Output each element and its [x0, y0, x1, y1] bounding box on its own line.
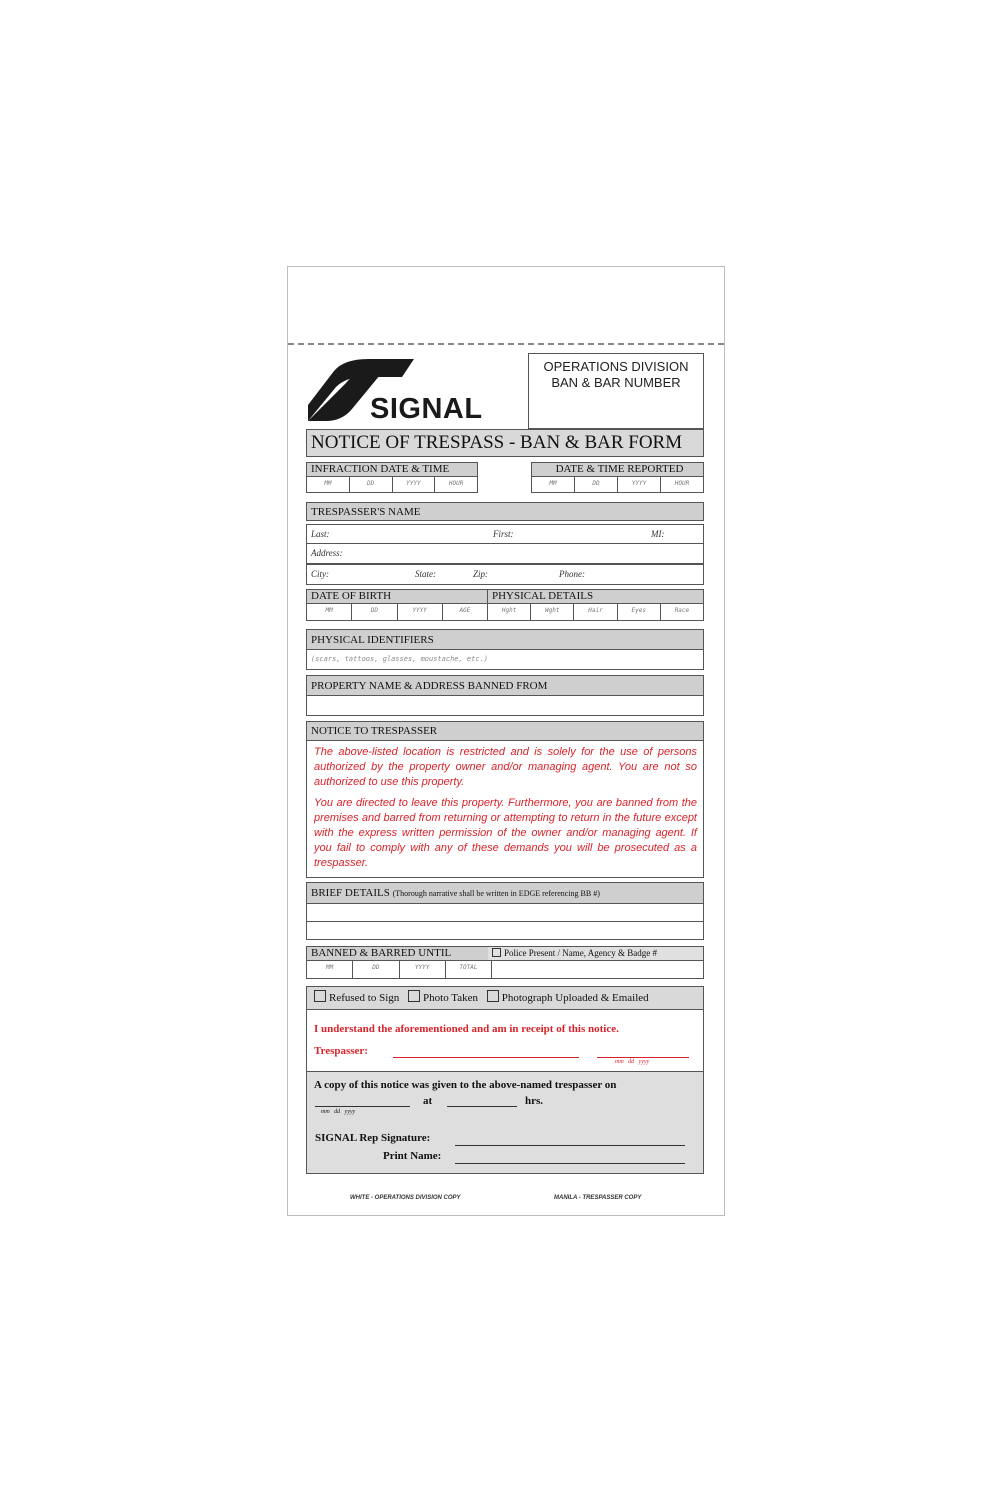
- notice-box: [306, 741, 704, 878]
- rep-signature-line[interactable]: [455, 1145, 685, 1146]
- trespasser-date-hint: mm dd yyyy: [615, 1059, 650, 1065]
- zip-label: Zip:: [473, 569, 489, 579]
- reported-hour-field[interactable]: HOUR: [674, 480, 690, 487]
- police-present-label: Police Present / Name, Agency & Badge #: [504, 948, 657, 958]
- perforation-line: [288, 343, 724, 345]
- city-row[interactable]: [306, 564, 704, 585]
- weight-field[interactable]: Wght: [531, 604, 574, 620]
- address-label: Address:: [311, 548, 343, 558]
- receipt-statement: I understand the aforementioned and am in receipt of this notice.: [314, 1023, 619, 1035]
- copy-given-statement: A copy of this notice was given to the above-named trespasser on: [314, 1079, 617, 1091]
- physical-identifiers-field[interactable]: (scars, tattoos, glasses, moustache, etc.): [306, 650, 704, 670]
- city-label: City:: [311, 569, 329, 579]
- refused-to-sign-option[interactable]: [314, 992, 399, 1004]
- trespasser-signature-line[interactable]: [393, 1057, 579, 1058]
- refused-to-sign-label: Refused to Sign: [329, 992, 400, 1004]
- police-present-checkbox[interactable]: [492, 948, 501, 957]
- mi-label: MI:: [651, 529, 665, 539]
- brief-details-field-1[interactable]: [306, 904, 704, 922]
- name-row[interactable]: [306, 524, 704, 544]
- dob-section: [306, 589, 488, 621]
- photo-uploaded-checkbox[interactable]: [487, 990, 499, 1002]
- height-field[interactable]: Hght: [488, 604, 531, 620]
- state-label: State:: [415, 569, 436, 579]
- copy-time-line[interactable]: [447, 1106, 517, 1107]
- notice-label: NOTICE TO TRESPASSER: [306, 721, 704, 741]
- trespasser-date-line[interactable]: [597, 1057, 689, 1058]
- hair-field[interactable]: Hair: [574, 604, 617, 620]
- copy-date-line[interactable]: [315, 1106, 410, 1107]
- trespass-form: [287, 266, 725, 1216]
- banned-yyyy-field[interactable]: YYYY: [400, 961, 446, 978]
- photo-taken-label: Photo Taken: [423, 992, 478, 1004]
- first-name-label: First:: [493, 529, 514, 539]
- reported-dd-field[interactable]: DD: [575, 477, 618, 492]
- race-field[interactable]: Race: [674, 607, 690, 614]
- notice-paragraph-1: The above-listed location is restricted and is solely for the use of persons authorized by the property owner and/or managing agent. You are not so authorized to use this property.: [314, 746, 697, 788]
- footer-white-copy: WHITE - OPERATIONS DIVISION COPY: [350, 1195, 461, 1201]
- dob-age-field[interactable]: AGE: [459, 607, 471, 614]
- physical-details-label: PHYSICAL DETAILS: [488, 589, 704, 604]
- ops-division-label: OPERATIONS DIVISION: [543, 359, 689, 374]
- dob-label: DATE OF BIRTH: [306, 589, 488, 604]
- infraction-hour-field[interactable]: HOUR: [448, 480, 464, 487]
- physical-identifiers-label: PHYSICAL IDENTIFIERS: [306, 629, 704, 650]
- reported-date-label: DATE & TIME REPORTED: [531, 462, 704, 477]
- dob-mm-field[interactable]: MM: [307, 604, 352, 620]
- form-title: NOTICE OF TRESPASS - BAN & BAR FORM: [306, 429, 704, 457]
- photo-uploaded-label: Photograph Uploaded & Emailed: [501, 992, 649, 1004]
- print-name-line[interactable]: [455, 1163, 685, 1164]
- copy-date-hint: mm dd yyyy: [321, 1109, 356, 1115]
- infraction-mm-field[interactable]: MM: [307, 477, 350, 492]
- eyes-field[interactable]: Eyes: [618, 604, 661, 620]
- police-section: [488, 946, 704, 979]
- brief-details-label: BRIEF DETAILS: [311, 887, 390, 899]
- address-row[interactable]: [306, 544, 704, 564]
- brief-details-header: [306, 882, 704, 904]
- copy-hrs-label: hrs.: [525, 1095, 544, 1107]
- banned-total-field[interactable]: TOTAL: [459, 964, 478, 971]
- reported-mm-field[interactable]: MM: [532, 477, 575, 492]
- photo-taken-option[interactable]: [408, 992, 478, 1004]
- copy-at-label: at: [423, 1095, 433, 1107]
- checkbox-row: [306, 986, 704, 1010]
- reported-date-section: [531, 462, 704, 493]
- infraction-yyyy-field[interactable]: YYYY: [393, 477, 436, 492]
- rep-signature-label: SIGNAL Rep Signature:: [315, 1132, 431, 1144]
- footer-manila-copy: MANILA - TRESPASSER COPY: [554, 1195, 642, 1201]
- receipt-section: [306, 1010, 704, 1072]
- banned-dd-field[interactable]: DD: [353, 961, 399, 978]
- refused-to-sign-checkbox[interactable]: [314, 990, 326, 1002]
- last-name-label: Last:: [311, 529, 330, 539]
- trespasser-signature-label: Trespasser:: [314, 1045, 368, 1057]
- brief-details-field-2[interactable]: [306, 922, 704, 940]
- banned-until-label: BANNED & BARRED UNTIL: [306, 946, 492, 961]
- copy-given-section: [306, 1072, 704, 1174]
- logo-text: SIGNAL: [370, 393, 483, 425]
- banned-mm-field[interactable]: MM: [307, 961, 353, 978]
- print-name-label: Print Name:: [383, 1150, 442, 1162]
- banned-until-section: [306, 946, 492, 979]
- phone-label: Phone:: [559, 569, 585, 579]
- property-field[interactable]: [306, 696, 704, 716]
- photo-taken-checkbox[interactable]: [408, 990, 420, 1002]
- ban-bar-number-box[interactable]: [528, 353, 704, 429]
- brief-details-sublabel: (Thorough narrative shall be written in EDGE referencing BB #): [392, 889, 600, 898]
- police-present-row[interactable]: [488, 946, 704, 961]
- ban-bar-number-label: BAN & BAR NUMBER: [551, 375, 681, 390]
- police-details-field[interactable]: [488, 961, 704, 979]
- dob-dd-field[interactable]: DD: [352, 604, 397, 620]
- notice-paragraph-2: You are directed to leave this property. Furthermore, you are banned from the premises and barred from returning or attempting to return in the future except with the express written permission of the owner and/or managing agent. If you fail to comply with any of these demands you will be prosecuted as a trespasser.: [314, 797, 697, 869]
- dob-yyyy-field[interactable]: YYYY: [398, 604, 443, 620]
- photo-uploaded-option[interactable]: [487, 992, 649, 1004]
- trespasser-name-label: TRESPASSER'S NAME: [306, 502, 704, 521]
- physical-details-section: [488, 589, 704, 621]
- property-label: PROPERTY NAME & ADDRESS BANNED FROM: [306, 675, 704, 696]
- infraction-date-label: INFRACTION DATE & TIME: [306, 462, 478, 477]
- infraction-dd-field[interactable]: DD: [350, 477, 393, 492]
- reported-yyyy-field[interactable]: YYYY: [618, 477, 661, 492]
- infraction-date-section: [306, 462, 478, 493]
